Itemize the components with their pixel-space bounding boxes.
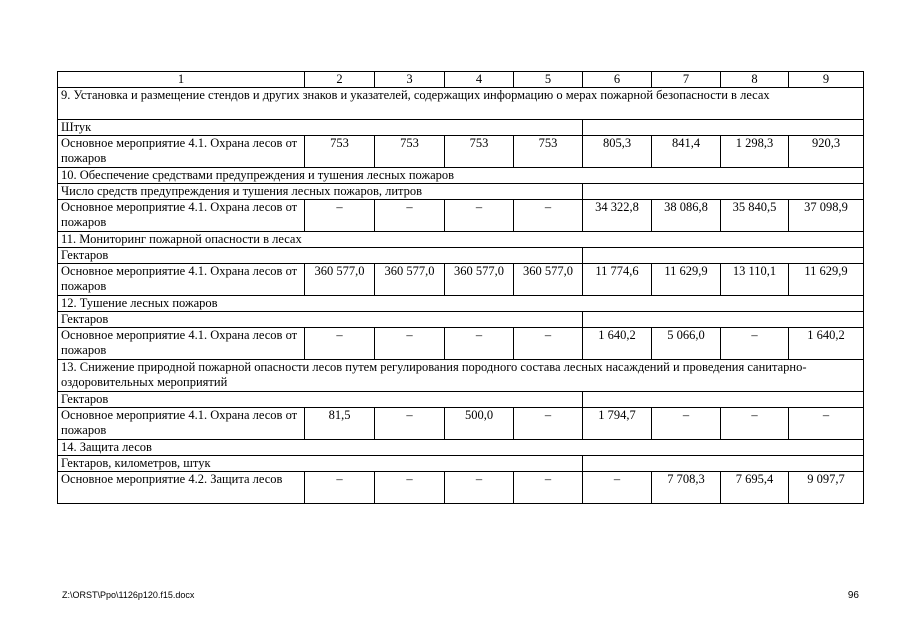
header-cell: 2 bbox=[305, 72, 375, 88]
value-cell: – bbox=[652, 408, 721, 440]
value-cell: 38 086,8 bbox=[652, 200, 721, 232]
section-unit-row bbox=[58, 120, 864, 136]
section-title: 10. Обеспечение средствами предупреждения и тушения лесных пожаров bbox=[58, 168, 864, 184]
value-cell: 37 098,9 bbox=[789, 200, 864, 232]
section-unit: Гектаров bbox=[58, 392, 583, 408]
value-cell: 11 629,9 bbox=[652, 264, 721, 296]
section-title-row bbox=[58, 360, 864, 392]
section-unit: Гектаров, километров, штук bbox=[58, 456, 583, 472]
header-cell: 4 bbox=[445, 72, 514, 88]
value-cell: 360 577,0 bbox=[514, 264, 583, 296]
value-cell: – bbox=[375, 328, 445, 360]
value-cell: 13 110,1 bbox=[721, 264, 789, 296]
value-cell: 9 097,7 bbox=[789, 472, 864, 504]
value-cell: 5 066,0 bbox=[652, 328, 721, 360]
header-cell: 1 bbox=[58, 72, 305, 88]
section-unit-row bbox=[58, 184, 864, 200]
value-cell: – bbox=[375, 200, 445, 232]
table-row bbox=[58, 264, 864, 296]
section-title-row bbox=[58, 296, 864, 312]
value-cell: 360 577,0 bbox=[445, 264, 514, 296]
value-cell: 360 577,0 bbox=[375, 264, 445, 296]
section-title: 13. Снижение природной пожарной опасности лесов путем регулирования породного состава лесных насаждений и проведения санитарно-оздоровительных мероприятий bbox=[58, 360, 864, 392]
row-label: Основное мероприятие 4.2. Защита лесов bbox=[58, 472, 305, 504]
section-unit: Гектаров bbox=[58, 248, 583, 264]
header-cell: 8 bbox=[721, 72, 789, 88]
section-title-row bbox=[58, 440, 864, 456]
value-cell: – bbox=[514, 472, 583, 504]
value-cell: 1 640,2 bbox=[789, 328, 864, 360]
section-title: 11. Мониторинг пожарной опасности в лесах bbox=[58, 232, 864, 248]
value-cell: – bbox=[305, 472, 375, 504]
section-unit-row bbox=[58, 312, 864, 328]
value-cell: – bbox=[305, 200, 375, 232]
header-cell: 9 bbox=[789, 72, 864, 88]
section-title: 12. Тушение лесных пожаров bbox=[58, 296, 864, 312]
section-unit: Гектаров bbox=[58, 312, 583, 328]
table-row bbox=[58, 136, 864, 168]
value-cell: 805,3 bbox=[583, 136, 652, 168]
table-row bbox=[58, 408, 864, 440]
section-unit: Число средств предупреждения и тушения лесных пожаров, литров bbox=[58, 184, 583, 200]
footer-page-number: 96 bbox=[847, 590, 859, 601]
row-label: Основное мероприятие 4.1. Охрана лесов от пожаров bbox=[58, 328, 305, 360]
value-cell: – bbox=[514, 408, 583, 440]
value-cell: – bbox=[445, 200, 514, 232]
row-label: Основное мероприятие 4.1. Охрана лесов от пожаров bbox=[58, 136, 305, 168]
section-unit-row bbox=[58, 456, 864, 472]
value-cell: – bbox=[721, 328, 789, 360]
empty-cell bbox=[583, 248, 864, 264]
header-cell: 3 bbox=[375, 72, 445, 88]
value-cell: 7 695,4 bbox=[721, 472, 789, 504]
row-label: Основное мероприятие 4.1. Охрана лесов от пожаров bbox=[58, 408, 305, 440]
header-cell: 5 bbox=[514, 72, 583, 88]
value-cell: 841,4 bbox=[652, 136, 721, 168]
header-cell: 6 bbox=[583, 72, 652, 88]
value-cell: 81,5 bbox=[305, 408, 375, 440]
empty-cell bbox=[583, 456, 864, 472]
section-title: 14. Защита лесов bbox=[58, 440, 864, 456]
value-cell: 11 629,9 bbox=[789, 264, 864, 296]
value-cell: – bbox=[514, 328, 583, 360]
value-cell: 920,3 bbox=[789, 136, 864, 168]
section-unit: Штук bbox=[58, 120, 583, 136]
table-row bbox=[58, 472, 864, 504]
empty-cell bbox=[583, 120, 864, 136]
row-label: Основное мероприятие 4.1. Охрана лесов от пожаров bbox=[58, 264, 305, 296]
value-cell: 7 708,3 bbox=[652, 472, 721, 504]
value-cell: 753 bbox=[305, 136, 375, 168]
value-cell: – bbox=[583, 472, 652, 504]
section-unit-row bbox=[58, 392, 864, 408]
value-cell: 753 bbox=[514, 136, 583, 168]
footer-file-path: Z:\ORST\Ppo\1126p120.f15.docx bbox=[62, 590, 195, 600]
indicators-table bbox=[57, 71, 864, 504]
empty-cell bbox=[583, 312, 864, 328]
section-title-row bbox=[58, 168, 864, 184]
value-cell: – bbox=[375, 408, 445, 440]
empty-cell bbox=[583, 184, 864, 200]
value-cell: – bbox=[514, 200, 583, 232]
value-cell: 1 794,7 bbox=[583, 408, 652, 440]
value-cell: 1 640,2 bbox=[583, 328, 652, 360]
section-title: 9. Установка и размещение стендов и других знаков и указателей, содержащих информацию о мерах пожарной безопасности в лесах bbox=[58, 88, 864, 120]
value-cell: – bbox=[445, 472, 514, 504]
section-unit-row bbox=[58, 248, 864, 264]
section-title-row bbox=[58, 232, 864, 248]
value-cell: 360 577,0 bbox=[305, 264, 375, 296]
row-label: Основное мероприятие 4.1. Охрана лесов от пожаров bbox=[58, 200, 305, 232]
value-cell: 35 840,5 bbox=[721, 200, 789, 232]
value-cell: 11 774,6 bbox=[583, 264, 652, 296]
table-row bbox=[58, 200, 864, 232]
value-cell: – bbox=[375, 472, 445, 504]
value-cell: – bbox=[721, 408, 789, 440]
value-cell: – bbox=[789, 408, 864, 440]
empty-cell bbox=[583, 392, 864, 408]
value-cell: 753 bbox=[445, 136, 514, 168]
value-cell: 500,0 bbox=[445, 408, 514, 440]
header-row bbox=[58, 72, 864, 88]
value-cell: 1 298,3 bbox=[721, 136, 789, 168]
value-cell: 34 322,8 bbox=[583, 200, 652, 232]
value-cell: – bbox=[445, 328, 514, 360]
value-cell: – bbox=[305, 328, 375, 360]
section-title-row bbox=[58, 88, 864, 120]
value-cell: 753 bbox=[375, 136, 445, 168]
table-row bbox=[58, 328, 864, 360]
header-cell: 7 bbox=[652, 72, 721, 88]
